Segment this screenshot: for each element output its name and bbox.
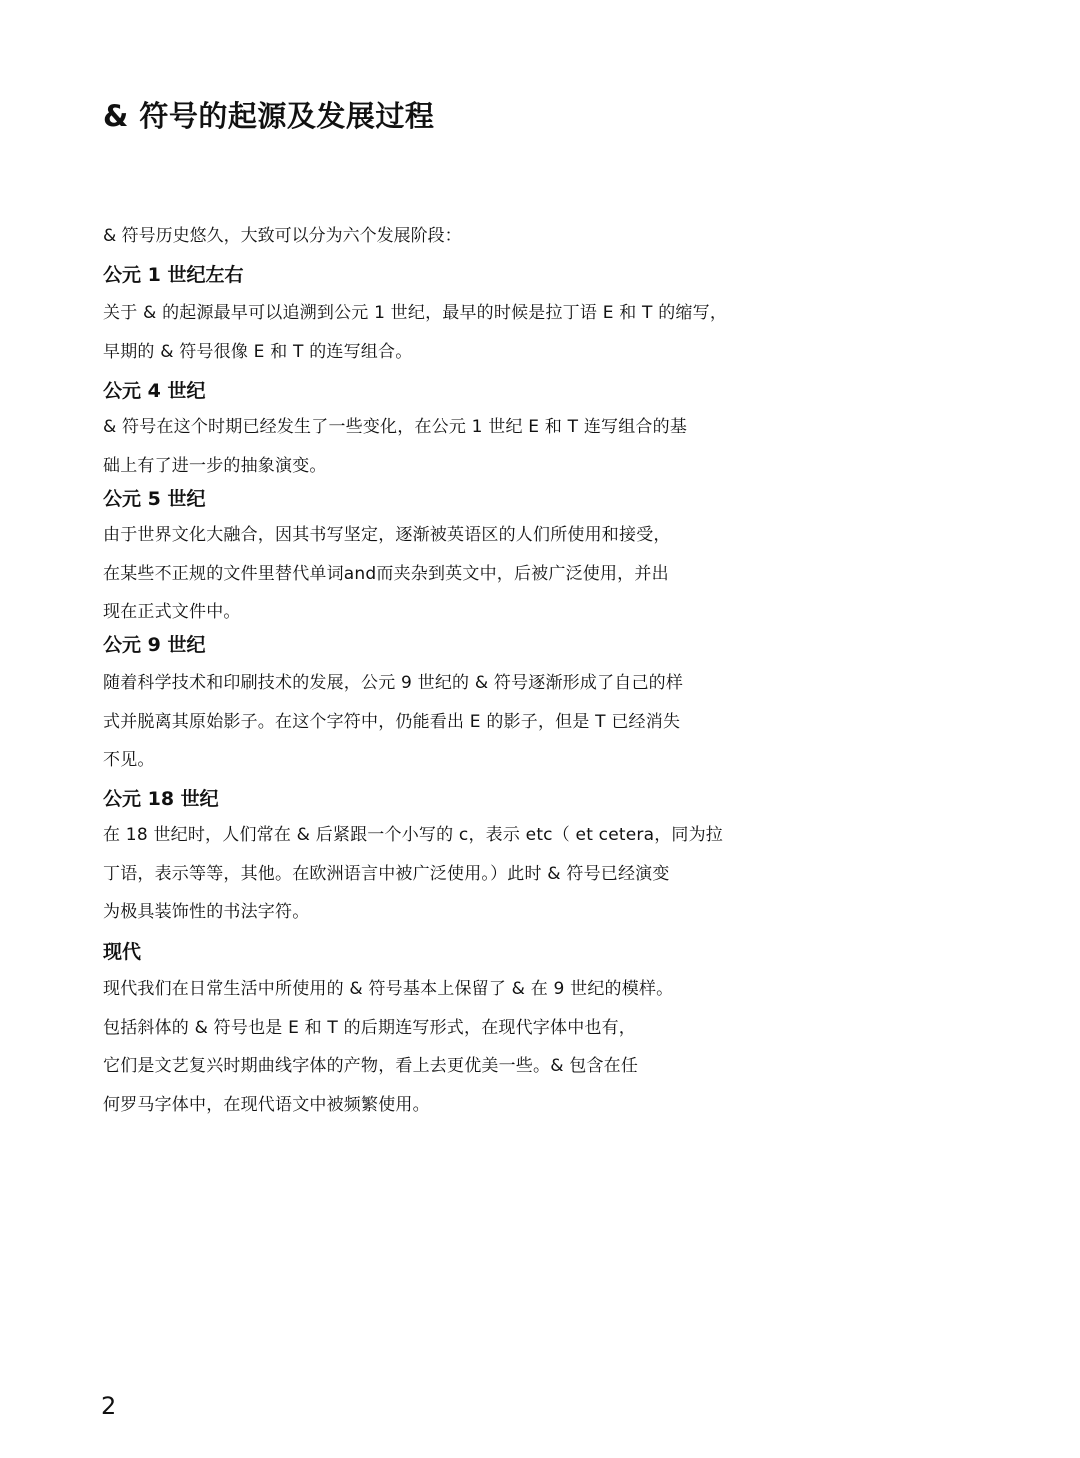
body-line: 由于世界文化大融合，因其书写坚定，逐渐被英语区的人们所使用和接受，: [103, 525, 671, 545]
body-line: 在某些不正规的文件里替代单词and而夹杂到英文中，后被广泛使用，并出: [103, 563, 669, 584]
section-body-1st-century: [103, 294, 735, 371]
body-line: 础上有了进一步的抽象演变。: [103, 455, 327, 476]
body-line: 关于 & 的起源最早可以追溯到公元 1 世纪，最早的时候是拉丁语 E 和 T 的缩写，: [103, 303, 728, 323]
body-line: 在 18 世纪时，人们常在 & 后紧跟一个小写的 c，表示 etc（ et cetera，同为拉: [103, 825, 723, 845]
body-line: 何罗马字体中，在现代语文中被频繁使用。: [103, 1094, 430, 1115]
body-line: 现在正式文件中。: [103, 602, 241, 622]
page-title: & 符号的起源及发展过程: [103, 99, 435, 133]
body-line: 早期的 & 符号很像 E 和 T 的连写组合。: [103, 341, 413, 362]
page-number: 2: [101, 1392, 117, 1420]
section-heading-1st-century: 公元 1 世纪左右: [103, 264, 244, 286]
body-line: 式并脱离其原始影子。在这个字符中，仍能看出 E 的影子，但是 T 已经消失: [103, 711, 681, 732]
section-heading-18th-century: 公元 18 世纪: [103, 788, 219, 810]
section-body-5th-century: [103, 516, 735, 632]
section-heading-9th-century: 公元 9 世纪: [103, 634, 206, 656]
body-line: & 符号在这个时期已经发生了一些变化，在公元 1 世纪 E 和 T 连写组合的基: [103, 417, 688, 437]
intro-text: & 符号历史悠久，大致可以分为六个发展阶段：: [103, 226, 462, 246]
body-line: 现代我们在日常生活中所使用的 & 符号基本上保留了 & 在 9 世纪的模样。: [103, 979, 674, 999]
body-line: 随着科学技术和印刷技术的发展，公元 9 世纪的 & 符号逐渐形成了自己的样: [103, 673, 684, 693]
body-line: 包括斜体的 & 符号也是 E 和 T 的后期连写形式，在现代字体中也有，: [103, 1017, 637, 1038]
section-heading-modern: 现代: [103, 941, 142, 963]
section-heading-4th-century: 公元 4 世纪: [103, 380, 206, 402]
body-line: 丁语，表示等等，其他。在欧洲语言中被广泛使用。）此时 & 符号已经演变: [103, 863, 670, 884]
section-heading-5th-century: 公元 5 世纪: [103, 488, 206, 510]
section-body-9th-century: [103, 664, 735, 780]
section-body-modern: [103, 970, 735, 1124]
section-body-4th-century: [103, 408, 735, 485]
body-line: 为极具装饰性的书法字符。: [103, 902, 310, 922]
body-line: 它们是文艺复兴时期曲线字体的产物，看上去更优美一些。& 包含在任: [103, 1056, 639, 1076]
body-line: 不见。: [103, 750, 155, 770]
section-body-18th-century: [103, 816, 735, 932]
